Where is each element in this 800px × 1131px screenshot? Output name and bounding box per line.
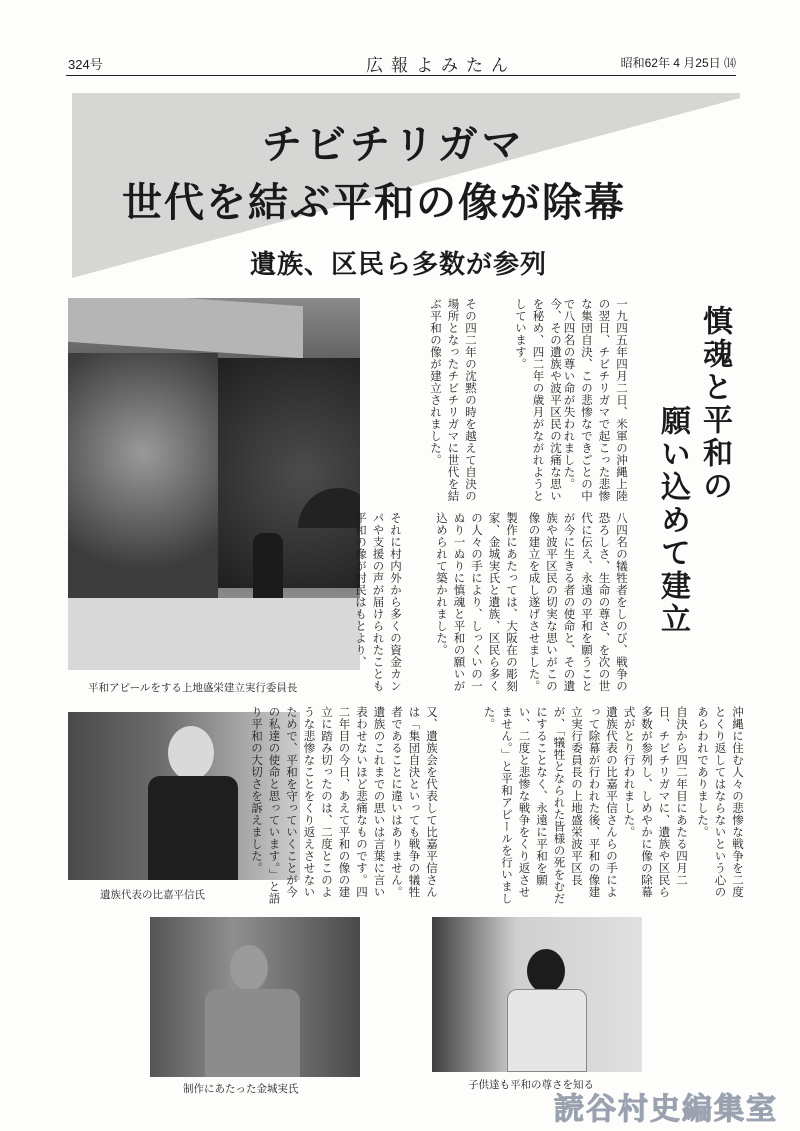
photo-caption-4: 子供達も平和の尊さを知る [468, 1079, 594, 1091]
body-paragraph-8: 自決から四二年目にあたる四月二日、チビチリガマに、遺族や区民ら多数が参列し、しめやかに像の除幕式がとり行われました。 [622, 706, 689, 898]
paper-title: 広報よみたん [366, 56, 516, 76]
body-paragraph-2: 今、その遺族や波平区民の沈痛な思いを秘め、四二年の歳月がながれようとしています。 [514, 298, 563, 502]
page-header [66, 50, 736, 76]
headline-line-1: チビチリガマ [262, 122, 526, 168]
photo-caption-2: 遺族代表の比嘉平信氏 [100, 889, 205, 901]
body-paragraph-9: 遺族代表の比嘉平信さんらの手によって除幕が行われた後、平和の像建立実行委員長の上地盛栄波平区長が、「犠牲となられた皆様の死をむだにすることなく、永遠に平和を願い、二度と悲惨な戦争をくり返させません。」と平和アピールを行いました。 [482, 706, 619, 905]
page-number: ⒁ [723, 56, 736, 70]
body-paragraph-4: 八四名の犠牲者をしのび、戦争の恐ろしさ、生命の尊さ、を次の世代に伝え、永遠の平和を願うことが今に生きる者の使命と、その遺族や波平区民の切実な思いがこの像の建立を成し遂げさせました。 [527, 512, 629, 692]
issue-date [621, 54, 736, 71]
body-paragraph-5: 製作にあたっては、大阪在の彫刻家、金城実氏と遺族、区民ら多くの人々の手により、しっくいの一ぬり一ぬりに慎魂と平和の願いが込められて築かれました。 [435, 512, 519, 692]
headline-line-2: 世代を結ぶ平和の像が除幕 [122, 180, 626, 226]
photo-sculptor [150, 917, 360, 1077]
photo-peace-appeal [68, 298, 360, 670]
subheadline: 遺族、区民ら多数が参列 [250, 250, 548, 280]
body-paragraph-10: 又、遺族会を代表して比嘉平信さんは「集団自決といっても戦争の犠牲者であることに違いはありません。遺族のこれまでの思いは言葉に言い表わせないほど悲痛なものです。四二年目の今日、あえて平和の像の建立に踏み切ったのは、二度とこのような悲惨なことをくり返えさせないためで、平和を守っていくことが今の私達の使命と思っています。」と語り平和の大切さを訴えました。 [250, 706, 439, 905]
photo-caption-1: 平和アピールをする上地盛栄建立実行委員長 [88, 682, 298, 694]
body-paragraph-7: 沖縄に住む人々の悲惨な戦争を二度とくり返してはならないという心のあらわれでありました。 [696, 706, 745, 898]
photo-caption-3: 制作にあたった金城実氏 [183, 1083, 299, 1095]
body-paragraph-1: 一九四五年四月二日、米軍の沖縄上陸の翌日、チビチリガマで起こった悲惨な集団自決、この悲惨なできごとの中で八四名の尊い命が失われました。 [562, 298, 629, 502]
body-paragraph-3: その四二年の沈黙の時を越えて自決の場所となったチビチリガマに世代を結ぶ平和の像が建立されました。 [429, 298, 478, 502]
date-text: 昭和62年 4 月25日 [620, 56, 721, 70]
side-headline-col1: 慎魂と平和の [697, 305, 732, 503]
issue-number: 324号 [68, 57, 103, 72]
side-headline-col2: 願い込めて建立 [655, 405, 690, 636]
photo-children [432, 917, 642, 1072]
archive-watermark: 読谷村史編集室 [554, 1092, 778, 1127]
body-paragraph-6: それに村内外から多くの資金カンパや支援の声が届けられたことも平和の像が村民はもとより、 [354, 512, 403, 692]
